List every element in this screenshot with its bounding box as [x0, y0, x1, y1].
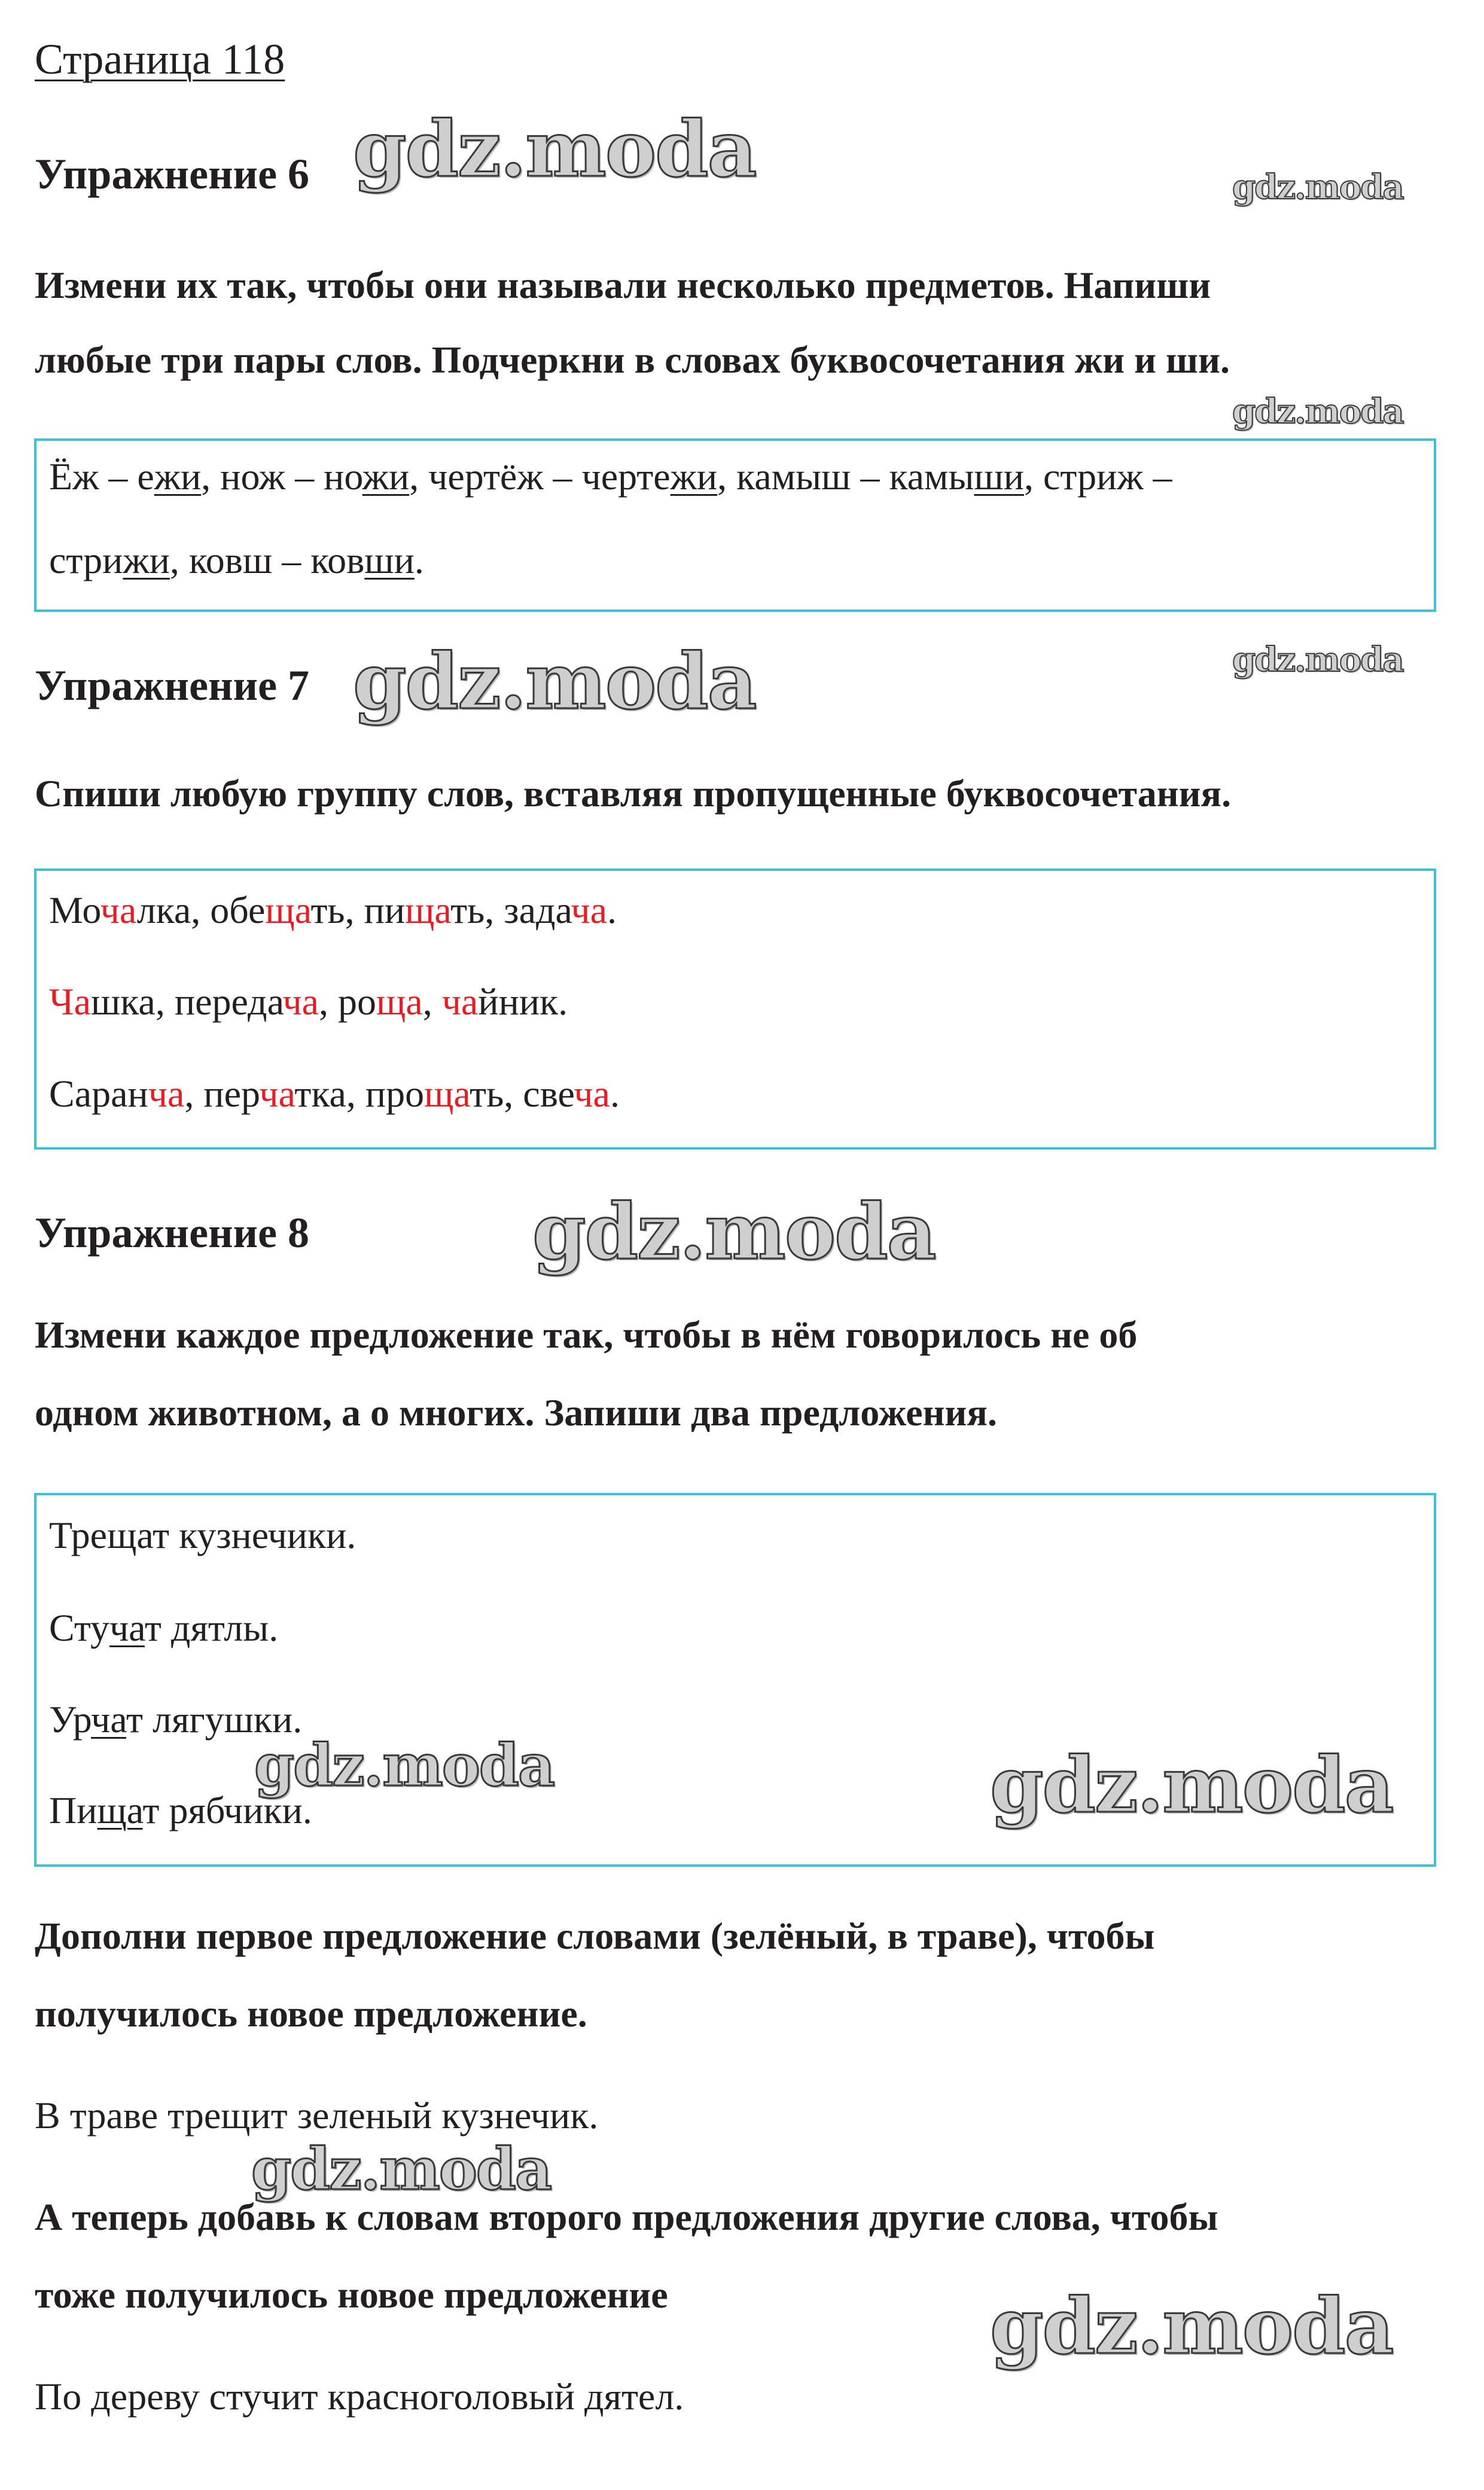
exercise-6-answer-line-2: стрижи, ковш – ковши. [49, 539, 424, 581]
exercise-8-answer-3: По дереву стучит красноголовый дятел. [35, 2375, 684, 2418]
watermark: gdz.moda [254, 1732, 554, 1799]
watermark: gdz.moda [532, 1187, 936, 1277]
watermark: gdz.moda [1232, 167, 1403, 207]
exercise-8-task-3-line-2: тоже получилось новое предложение [35, 2273, 668, 2316]
watermark: gdz.moda [353, 105, 756, 194]
exercise-7-task: Спиши любую группу слов, вставляя пропущенные буквосочетания. [35, 772, 1232, 815]
page-title: Страница 118 [35, 35, 285, 83]
watermark: gdz.moda [251, 2135, 551, 2203]
exercise-8-task-line-2: одном животном, а о многих. Запиши два предложения. [35, 1391, 998, 1434]
exercise-8-answer-2: В траве трещит зеленый кузнечик. [35, 2094, 599, 2137]
exercise-6-answer-line-1: Ёж – ежи, нож – ножи, чертёж – чертежи, камыш – камыши, стриж – [49, 455, 1172, 498]
exercise-8-task-2-line-2: получилось новое предложение. [35, 1992, 587, 2035]
watermark: gdz.moda [353, 637, 756, 727]
exercise-6-heading: Упражнение 6 [35, 150, 310, 198]
watermark: gdz.moda [990, 1741, 1393, 1830]
exercise-7-answer-line-2: Чашка, передача, роща, чайник. [49, 980, 568, 1023]
watermark: gdz.moda [990, 2282, 1393, 2372]
exercise-7-answer-line-3: Саранча, перчатка, прощать, свеча. [49, 1072, 620, 1115]
exercise-8-sentence-3: Урчат лягушки. [49, 1698, 303, 1741]
watermark: gdz.moda [1232, 640, 1403, 679]
exercise-8-sentence-1: Трещат кузнечики. [49, 1514, 356, 1556]
exercise-6-task-line-2: любые три пары слов. Подчеркни в словах буквосочетания жи и ши. [35, 339, 1230, 381]
watermark: gdz.moda [1232, 392, 1403, 431]
exercise-8-sentence-2: Стучат дятлы. [49, 1607, 279, 1649]
exercise-6-task-line-1: Измени их так, чтобы они называли несколько предметов. Напиши [35, 264, 1211, 306]
exercise-8-task-2-line-1: Дополни первое предложение словами (зелёный, в траве), чтобы [35, 1915, 1155, 1957]
exercise-8-sentence-4: Пищат рябчики. [49, 1789, 312, 1831]
exercise-8-task-3-line-1: А теперь добавь к словам второго предложения другие слова, чтобы [35, 2196, 1218, 2238]
exercise-8-heading: Упражнение 8 [35, 1209, 310, 1257]
exercise-8-task-line-1: Измени каждое предложение так, чтобы в нём говорилось не об [35, 1313, 1138, 1356]
exercise-7-heading: Упражнение 7 [35, 662, 310, 709]
exercise-7-answer-line-1: Мочалка, обещать, пищать, задача. [49, 889, 617, 931]
